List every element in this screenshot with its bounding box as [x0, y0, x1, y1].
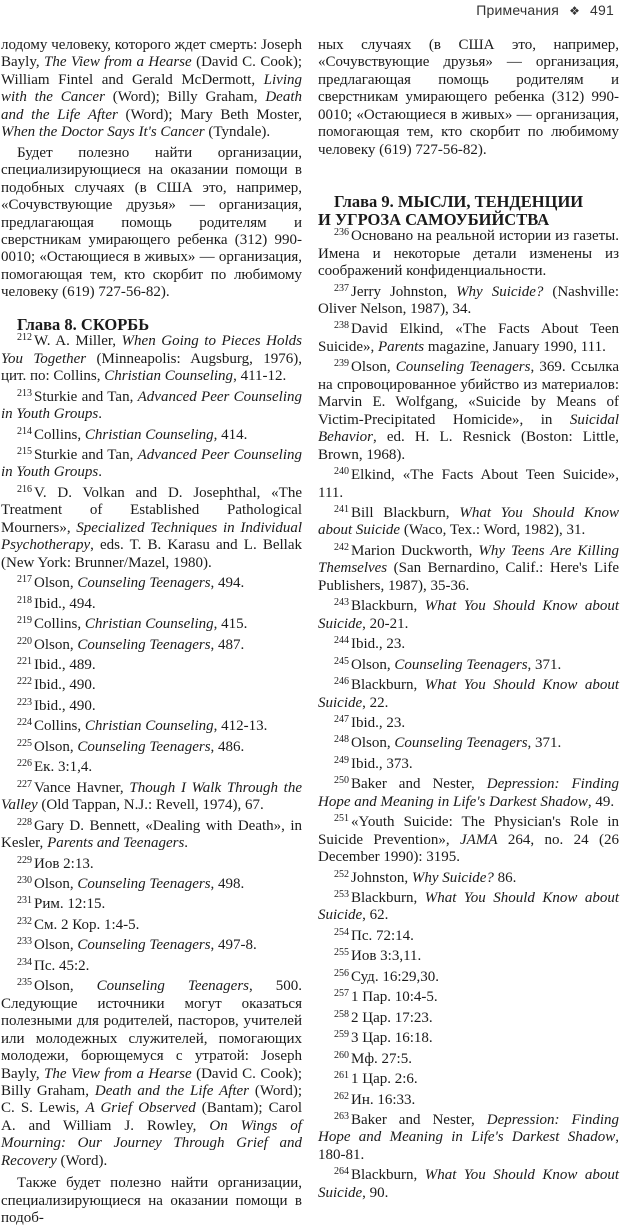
footnote-number: 214 [17, 425, 32, 437]
text-segment: , 414. [213, 426, 248, 443]
footnote-number: 253 [334, 889, 349, 901]
italic-title: Why Teens Are Killing Themselves [318, 542, 619, 577]
text-segment: (Word); C. S. Lewis, [1, 1082, 302, 1117]
text-segment: Ibid., 494. [34, 595, 96, 612]
footnote-number: 238 [334, 320, 349, 332]
footnote-number: 227 [17, 778, 32, 790]
text-segment: Gary D. Bennett, «Dealing with Death», in Kesler, [1, 817, 302, 852]
footnote-number: 226 [17, 758, 32, 770]
text-segment: 2 Цар. 17:23. [351, 1009, 433, 1026]
text-segment: , eds. T. B. Karasu and L. Bellak (New York: Brunner/Mazel, 1980). [1, 537, 302, 571]
footnote-number: 217 [17, 574, 32, 586]
footnote [318, 543, 619, 595]
footnote-number: 234 [17, 956, 32, 968]
italic-title: The View from a Hearse [44, 54, 192, 71]
italic-title: What You Should Know about Suicide [318, 890, 620, 924]
text-segment: Jerry Johnston, [351, 283, 457, 300]
italic-title: When Going to Pieces Holds You Together [1, 333, 302, 367]
text-segment: , 180-81. [318, 1129, 619, 1163]
text-segment: лодому человеку, которого ждет смерть: Joseph Bayly, [1, 37, 302, 71]
text-segment: , 412-13. [213, 718, 268, 735]
footnote [1, 616, 302, 633]
footnote [318, 677, 619, 712]
footnote [318, 1167, 619, 1202]
footnote [1, 978, 302, 1170]
continuation-paragraph [318, 37, 619, 159]
text-segment: Olson, [351, 359, 396, 376]
text-segment: Olson, [34, 636, 78, 653]
text-segment: , 500. Следующие источники могут оказаться полезными для родителей, пасторов, учителей или молодежных служителей, помогающих молодежи, борющемуся с утратой: Joseph Bayly, [1, 978, 302, 1082]
text-segment: Olson, [351, 735, 395, 752]
footnote [1, 333, 302, 385]
text-segment: , 20-21. [362, 615, 409, 632]
footnote-number: 249 [334, 754, 349, 766]
footnote-number: 237 [334, 282, 349, 294]
footnote-number: 225 [17, 737, 32, 749]
footnote [1, 780, 302, 815]
text-segment: Bill Blackburn, [351, 504, 460, 521]
text-segment: Olson, [34, 875, 78, 892]
footnote [318, 467, 619, 502]
footnote-number: 258 [334, 1008, 349, 1020]
footnote-number: 216 [17, 483, 32, 495]
text-segment: Иов 3:3,11. [351, 948, 422, 965]
intro-paragraph [1, 145, 302, 302]
text-segment: Marion Duckworth, [351, 542, 479, 559]
text-segment: , 49. [587, 793, 615, 810]
italic-title: Christian Counseling [84, 616, 214, 633]
right-column [318, 37, 619, 1205]
footnote [1, 896, 302, 913]
footnote-number: 224 [17, 717, 32, 729]
text-segment: Ин. 16:33. [351, 1091, 416, 1108]
text-segment: . [98, 464, 103, 481]
text-segment: ных случаях (в США это, например, «Сочувствующие друзья» — организация, предлагающая помощь родителям и сверстникам умирающего ребенка (312) 990-0010; «Остающиеся в живых» — организация, помогающая тем, кто скорбит по любимому человеку (619) 727-56-82). [318, 37, 619, 158]
italic-title: Specialized Techniques in Individual Psychotherapy [1, 519, 302, 554]
text-segment: , 498. [210, 875, 245, 892]
text-segment: (Waco, Tex.: Word, 1982), 31. [400, 522, 586, 539]
text-segment: 1 Цар. 2:6. [351, 1071, 418, 1088]
text-segment: Ек. 3:1,4. [34, 759, 93, 776]
text-segment: Иов 2:13. [34, 855, 94, 872]
text-segment: , 487. [210, 636, 245, 653]
footnote-number: 256 [334, 967, 349, 979]
text-segment: «Youth Suicide: The Physician's Role in Suicide Prevention», [318, 814, 619, 848]
italic-title: Counseling Teenagers [394, 656, 528, 673]
text-segment: Vance Havner, [34, 779, 130, 796]
notes-list [318, 228, 619, 1202]
footnote [1, 856, 302, 873]
italic-title: Christian Counseling [84, 718, 214, 735]
footnote-number: 231 [17, 895, 32, 907]
chapter-heading: Глава 8. СКОРБЬ [17, 314, 150, 334]
chapter-heading-line1: Глава 9. МЫСЛИ, ТЕНДЕНЦИИ [334, 192, 584, 212]
footnote-number: 219 [17, 615, 32, 627]
italic-title: Advanced Peer Counseling in Youth Groups [1, 388, 302, 423]
text-segment: , 486. [210, 738, 245, 755]
text-segment: (San Bernardino, Calif.: Here's Life Publishers, 1987), 35-36. [318, 560, 619, 594]
italic-title: Why Suicide? [411, 869, 494, 886]
text-segment: , 411-12. [233, 368, 287, 385]
italic-title: Death and the Life After [1, 89, 302, 123]
footnote-number: 248 [334, 734, 349, 746]
text-segment: Будет полезно найти организации, специализирующиеся на оказании помощи в подобных случаях (в США это, например, «Сочувствующие друзья» — организация, предлагающая помощь родителям и сверстникам умирающего ребенка (312) 990-0010; «Остающиеся в живых» — организация, помогающая тем, кто скорбит по любимому человеку (619) 727-56-82). [1, 144, 302, 301]
text-segment: Пс. 72:14. [351, 927, 414, 944]
footnote [318, 969, 619, 986]
text-segment: Olson, [34, 937, 78, 954]
footnote [318, 1092, 619, 1109]
footnote-number: 261 [334, 1070, 349, 1082]
footnote-number: 241 [334, 503, 349, 515]
footnote [318, 1010, 619, 1027]
text-segment: Blackburn, [351, 890, 425, 907]
text-segment: Ibid., 23. [351, 714, 406, 731]
footnote [1, 575, 302, 592]
text-segment: Baker and Nester, [351, 1112, 487, 1129]
footnote-number: 230 [17, 874, 32, 886]
footnote [318, 359, 619, 464]
chapter-heading-line2: И УГРОЗА САМОУБИЙСТВА [318, 209, 550, 229]
footnote-number: 235 [17, 977, 32, 989]
italic-title: Though I Walk Through the Valley [1, 779, 303, 814]
footnote-number: 262 [334, 1090, 349, 1102]
footnote [1, 637, 302, 654]
italic-title: Christian Counseling [84, 426, 214, 443]
footnote [318, 989, 619, 1006]
text-segment: , 90. [362, 1184, 389, 1201]
footnote-number: 257 [334, 988, 349, 1000]
footnote [318, 657, 619, 674]
ornament-icon: ❖ [569, 4, 581, 18]
footnote-number: 228 [17, 816, 32, 828]
footnote-number: 223 [17, 696, 32, 708]
footnote-number: 222 [17, 676, 32, 688]
footnote-number: 259 [334, 1029, 349, 1041]
text-segment: Ibid., 373. [351, 755, 413, 772]
text-segment: (David C. Cook); William Fintel and Gerald McDermott, [1, 54, 303, 88]
footnote [318, 321, 619, 356]
footnote-number: 229 [17, 854, 32, 866]
text-segment: David Elkind, «The Facts About Teen Suicide», [318, 321, 619, 355]
footnote-number: 232 [17, 915, 32, 927]
italic-title: Counseling Teenagers [96, 978, 250, 995]
left-column [1, 37, 302, 1231]
text-segment: Olson, [34, 738, 78, 755]
italic-title: Parents [378, 338, 425, 355]
text-segment: , 371. [527, 735, 562, 752]
section-title: Примечания [476, 2, 560, 18]
footnote-number: 218 [17, 594, 32, 606]
text-segment: , 369. Ссылка на спровоцированное убийство из материалов: Marvin E. Wolfgang, «Suicide by Means of Victim-Precipitated Homicide», in [318, 359, 619, 428]
text-segment: 86. [493, 869, 517, 886]
text-segment: Johnston, [351, 869, 412, 886]
footnote [318, 735, 619, 752]
footnote [1, 759, 302, 776]
footnote-number: 250 [334, 775, 349, 787]
footnote-number: 215 [17, 446, 32, 458]
footnote-number: 233 [17, 936, 32, 948]
footnote-number: 242 [334, 541, 349, 553]
italic-title: Counseling Teenagers [77, 937, 211, 954]
footnote [1, 718, 302, 735]
italic-title: Why Suicide? [456, 283, 544, 300]
text-segment: W. A. Miller, [34, 333, 122, 350]
text-segment: Пс. 45:2. [34, 957, 90, 974]
footnote [318, 636, 619, 653]
text-segment: Elkind, «The Facts About Teen Suicide», 111. [318, 467, 619, 501]
footnote [1, 485, 302, 572]
italic-title: When the Doctor Says It's Cancer [1, 124, 205, 141]
footnote [1, 427, 302, 444]
running-head [476, 2, 614, 18]
footnote [318, 1071, 619, 1088]
text-segment: Ibid., 490. [34, 697, 96, 714]
text-segment: Ibid., 490. [34, 677, 96, 694]
text-segment: Blackburn, [351, 1167, 425, 1184]
text-segment: См. 2 Кор. 1:4-5. [34, 916, 140, 933]
footnote [318, 1030, 619, 1047]
footnote [318, 948, 619, 965]
text-segment: (David C. Cook); Billy Graham, [1, 1065, 303, 1099]
text-segment: Baker and Nester, [351, 776, 487, 793]
footnote-number: 213 [17, 387, 32, 399]
footnote-number: 264 [334, 1166, 349, 1178]
italic-title: Christian Counseling [104, 368, 234, 385]
footnote [1, 657, 302, 674]
footnote-number: 255 [334, 947, 349, 959]
text-segment: Blackburn, [351, 677, 425, 694]
footnote-number: 254 [334, 926, 349, 938]
italic-title: A Grief Observed [85, 1100, 196, 1117]
footnote [1, 447, 302, 482]
footnote-number: 245 [334, 655, 349, 667]
footnote-number: 247 [334, 713, 349, 725]
footnote [318, 890, 619, 925]
text-segment: Collins, [34, 426, 85, 443]
footnote [318, 814, 619, 866]
footnote [318, 1051, 619, 1068]
closing-paragraph [1, 1175, 302, 1227]
footnote [1, 937, 302, 954]
text-segment: Blackburn, [351, 598, 425, 615]
text-segment: Collins, [34, 718, 85, 735]
footnote [318, 1112, 619, 1164]
text-segment: 264, no. 24 (26 December 1990): 3195. [318, 831, 620, 866]
text-segment: Ibid., 489. [34, 657, 96, 673]
italic-title: What You Should Know about Suicide [318, 504, 619, 539]
text-segment: Olson, [351, 656, 395, 673]
footnote-number: 239 [334, 358, 349, 370]
page-number: 491 [590, 2, 614, 18]
footnote [1, 739, 302, 756]
italic-title: JAMA [460, 831, 498, 848]
text-segment: (Old Tappan, N.J.: Revell, 1974), 67. [37, 797, 264, 814]
italic-title: Depression: Finding Hope and Meaning in Life's Darkest Shadow [318, 1112, 620, 1146]
text-segment: , 494. [210, 575, 245, 592]
footnote [318, 776, 619, 811]
text-segment: (Word); Billy Graham, [104, 89, 266, 106]
text-segment: Рим. 12:15. [34, 896, 106, 913]
text-segment: 3 Цар. 16:18. [351, 1030, 433, 1047]
footnote [318, 928, 619, 945]
text-segment: , 62. [362, 907, 389, 924]
footnote [1, 958, 302, 975]
italic-title: Advanced Peer Counseling in Youth Groups [1, 447, 302, 481]
footnote-number: 260 [334, 1049, 349, 1061]
text-segment: Также будет полезно найти организации, специализирующиеся на оказании помощи в подоб- [1, 1175, 302, 1227]
text-segment: , 371. [527, 656, 562, 673]
footnote-number: 212 [17, 332, 32, 344]
text-segment: (Bantam); Carol A. and William J. Rowley, [1, 1100, 302, 1134]
italic-title: Counseling Teenagers [77, 636, 211, 653]
footnote-number: 220 [17, 635, 32, 647]
italic-title: Counseling Teenagers [77, 875, 211, 892]
text-segment: (Nashville: Oliver Nelson, 1987), 34. [318, 283, 619, 317]
text-segment: 1 Пар. 10:4-5. [351, 989, 438, 1006]
footnote [1, 677, 302, 694]
text-segment: Sturkie and Tan, [34, 388, 138, 405]
italic-title: What You Should Know about Suicide [318, 598, 620, 632]
italic-title: Counseling Teenagers [395, 359, 531, 376]
italic-title: Death and the Life After [94, 1082, 249, 1099]
italic-title: Living with the Cancer [1, 71, 302, 106]
italic-title: Depression: Finding Hope and Meaning in Life's Darkest Shadow [318, 776, 620, 810]
text-segment: Olson, [34, 978, 97, 995]
footnote [318, 284, 619, 319]
text-segment: , 22. [362, 694, 389, 711]
footnote [318, 505, 619, 540]
text-segment: Collins, [34, 616, 85, 633]
footnote [318, 598, 619, 633]
text-segment: Суд. 16:29,30. [351, 968, 439, 985]
text-segment: (Tyndale). [204, 124, 271, 141]
italic-title: Parents and Teenagers [47, 835, 185, 852]
footnote-number: 251 [334, 813, 349, 825]
italic-title: Counseling Teenagers [77, 575, 211, 592]
footnote [1, 818, 302, 853]
footnote [318, 715, 619, 732]
intro-continuation [1, 37, 302, 142]
footnote-number: 243 [334, 597, 349, 609]
footnote-number: 263 [334, 1111, 349, 1123]
italic-title: Counseling Teenagers [77, 738, 211, 755]
text-segment: Ibid., 23. [351, 636, 406, 653]
italic-title: The View from a Hearse [44, 1065, 192, 1082]
text-segment: , 415. [213, 616, 248, 633]
footnote [1, 917, 302, 934]
footnote-number: 240 [334, 466, 349, 478]
text-segment: Sturkie and Tan, [34, 447, 138, 464]
footnote [1, 596, 302, 613]
text-segment: . [98, 406, 103, 423]
text-segment: . [184, 835, 189, 852]
italic-title: What You Should Know about Suicide [318, 1167, 620, 1201]
text-segment: (Word). [56, 1152, 108, 1169]
italic-title: Counseling Teenagers [394, 735, 528, 752]
text-segment: , 497-8. [210, 937, 257, 954]
footnote-number: 236 [334, 227, 349, 239]
chapter-heading [318, 193, 619, 228]
footnote [318, 870, 619, 887]
text-segment: Основано на реальной истории из газеты. Имена и некоторые детали изменены из соображений конфиденциальности. [318, 228, 619, 280]
text-segment: (Minneapolis: Augsburg, 1976), цит. по: Collins, [1, 350, 302, 385]
footnote-number: 221 [17, 656, 32, 667]
footnote [318, 228, 619, 280]
text-segment: magazine, January 1990, 111. [424, 338, 606, 355]
text-segment: (Word); Mary Beth Moster, [117, 106, 302, 123]
notes-list [1, 333, 302, 1170]
footnote-number: 244 [334, 635, 349, 647]
text-segment: , ed. H. L. Resnick (Boston: Little, Brown, 1968). [318, 429, 619, 463]
text-segment: Мф. 27:5. [351, 1050, 412, 1067]
italic-title: Suicidal Behavior [318, 411, 619, 446]
footnote [1, 698, 302, 715]
text-segment: Olson, [34, 575, 78, 592]
footnote [1, 876, 302, 893]
italic-title: What You Should Know about Suicide [318, 677, 620, 711]
footnote [1, 389, 302, 424]
text-segment: V. D. Volkan and D. Josephthal, «The Treatment of Established Pathological Mourners», [1, 484, 302, 536]
footnote [318, 756, 619, 773]
footnote-number: 252 [334, 868, 349, 880]
footnote-number: 246 [334, 676, 349, 688]
italic-title: On Wings of Mourning: Our Journey Through Grief and Recovery [1, 1117, 302, 1169]
